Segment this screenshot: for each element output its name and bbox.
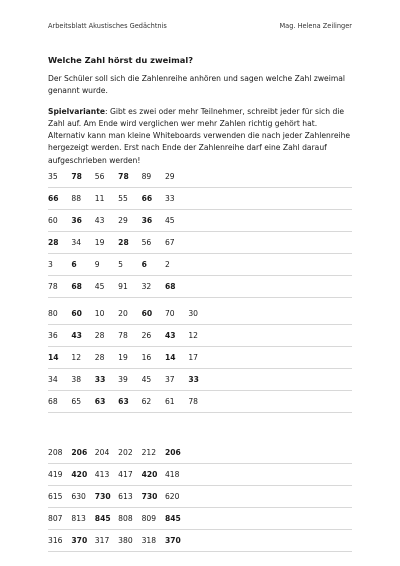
- header-right: Mag. Helena Zeilinger: [279, 22, 352, 30]
- number-cell: 19: [94, 238, 105, 247]
- number-row: [48, 347, 352, 369]
- number-cell: 70: [164, 309, 175, 318]
- number-cell: 380: [118, 536, 133, 545]
- number-block: [48, 442, 352, 552]
- number-cell: 91: [118, 282, 128, 291]
- worksheet-title: Welche Zahl hörst du zweimal?: [48, 55, 194, 65]
- number-cell: 33: [94, 375, 106, 384]
- number-cell: 12: [71, 353, 82, 362]
- number-cell: 370: [164, 536, 181, 545]
- number-cell: 14: [48, 353, 59, 362]
- number-cell: 66: [141, 194, 153, 203]
- number-cell: 43: [164, 331, 176, 340]
- number-cell: 730: [94, 492, 111, 501]
- number-cell: 9: [94, 260, 100, 269]
- number-row: [48, 464, 352, 486]
- number-row: [48, 276, 352, 298]
- number-row: [48, 188, 352, 210]
- number-cell: 43: [71, 331, 82, 340]
- number-cell: 68: [71, 282, 82, 291]
- number-cell: 418: [164, 470, 180, 479]
- number-cell: 28: [48, 238, 59, 247]
- number-cell: 28: [118, 238, 129, 247]
- number-cell: 55: [118, 194, 128, 203]
- number-row: [48, 210, 352, 232]
- number-cell: 33: [188, 375, 199, 384]
- number-cell: 35: [48, 172, 58, 181]
- number-cell: 78: [118, 172, 129, 181]
- number-cell: 45: [141, 375, 152, 384]
- number-cell: 10: [94, 309, 105, 318]
- number-cell: 212: [141, 448, 157, 457]
- intro-text: Der Schüler soll sich die Zahlenreihe anhören und sagen welche Zahl zweimal genannt wurde.: [48, 74, 345, 96]
- number-cell: 204: [94, 448, 110, 457]
- number-cell: 613: [118, 492, 133, 501]
- number-cell: 63: [94, 397, 106, 406]
- number-cell: 62: [141, 397, 152, 406]
- number-cell: 36: [141, 216, 153, 225]
- variant-body: : Gibt es zwei oder mehr Teilnehmer, schreibt jeder für sich die Zahl auf. Am Ende wird verglichen wer mehr Zahlen richtig gehört hat. Alternativ kann man kleine Whiteboards verwenden die nach jeder Zahlenreihe hergezeigt werden. Erst nach Ende der Zahlenreihe darf eine Zahl darauf aufgeschrieben werden!: [48, 106, 351, 165]
- number-cell: 60: [141, 309, 153, 318]
- number-cell: 88: [71, 194, 82, 203]
- number-cell: 845: [94, 514, 111, 523]
- variant-text: [48, 106, 352, 167]
- number-cell: 56: [141, 238, 152, 247]
- number-cell: 202: [118, 448, 133, 457]
- number-cell: 32: [141, 282, 152, 291]
- number-block: [48, 166, 352, 298]
- number-cell: 29: [118, 216, 128, 225]
- number-cell: 419: [48, 470, 63, 479]
- number-cell: 34: [48, 375, 58, 384]
- number-cell: 318: [141, 536, 157, 545]
- number-cell: 38: [71, 375, 82, 384]
- number-cell: 420: [141, 470, 158, 479]
- number-cell: 60: [71, 309, 82, 318]
- number-cell: 43: [94, 216, 105, 225]
- number-cell: 730: [141, 492, 158, 501]
- number-cell: 36: [48, 331, 58, 340]
- number-cell: 630: [71, 492, 86, 501]
- number-cell: 60: [48, 216, 58, 225]
- number-cell: 620: [164, 492, 180, 501]
- number-row: [48, 530, 352, 552]
- number-cell: 65: [71, 397, 82, 406]
- number-cell: 36: [71, 216, 82, 225]
- variant-label: Spielvariante: [48, 106, 105, 116]
- number-row: [48, 254, 352, 276]
- number-cell: 16: [141, 353, 152, 362]
- number-cell: 206: [71, 448, 88, 457]
- number-cell: 39: [118, 375, 128, 384]
- page-header: [48, 22, 352, 30]
- number-cell: 34: [71, 238, 82, 247]
- number-cell: 33: [164, 194, 175, 203]
- number-block: [48, 303, 352, 413]
- number-cell: 29: [164, 172, 175, 181]
- number-cell: 6: [71, 260, 77, 269]
- number-cell: 809: [141, 514, 157, 523]
- number-cell: 2: [164, 260, 170, 269]
- number-cell: 206: [164, 448, 181, 457]
- number-cell: 28: [94, 331, 105, 340]
- number-cell: 68: [48, 397, 58, 406]
- number-cell: 78: [118, 331, 128, 340]
- number-cell: 208: [48, 448, 63, 457]
- number-row: [48, 442, 352, 464]
- number-row: [48, 166, 352, 188]
- number-cell: 30: [188, 309, 199, 318]
- number-row: [48, 232, 352, 254]
- number-cell: 68: [164, 282, 176, 291]
- number-cell: 317: [94, 536, 110, 545]
- number-cell: 845: [164, 514, 181, 523]
- number-cell: 56: [94, 172, 105, 181]
- number-cell: 80: [48, 309, 58, 318]
- number-cell: 14: [164, 353, 176, 362]
- number-cell: 417: [118, 470, 133, 479]
- number-cell: 615: [48, 492, 63, 501]
- number-cell: 11: [94, 194, 105, 203]
- number-cell: 61: [164, 397, 175, 406]
- number-cell: 20: [118, 309, 128, 318]
- number-cell: 19: [118, 353, 128, 362]
- header-left: Arbeitsblatt Akustisches Gedächtnis: [48, 22, 167, 30]
- number-cell: 78: [188, 397, 199, 406]
- number-cell: 67: [164, 238, 175, 247]
- number-cell: 807: [48, 514, 63, 523]
- number-cell: 12: [188, 331, 199, 340]
- number-cell: 808: [118, 514, 133, 523]
- number-row: [48, 325, 352, 347]
- number-cell: 63: [118, 397, 129, 406]
- number-row: [48, 303, 352, 325]
- number-cell: 17: [188, 353, 199, 362]
- number-cell: 78: [71, 172, 82, 181]
- number-row: [48, 391, 352, 413]
- number-cell: 45: [94, 282, 105, 291]
- number-cell: 28: [94, 353, 105, 362]
- number-cell: 66: [48, 194, 59, 203]
- number-cell: 78: [48, 282, 58, 291]
- number-cell: 26: [141, 331, 152, 340]
- number-cell: 413: [94, 470, 110, 479]
- number-row: [48, 486, 352, 508]
- number-cell: 370: [71, 536, 88, 545]
- number-cell: 813: [71, 514, 86, 523]
- number-row: [48, 369, 352, 391]
- number-cell: 89: [141, 172, 152, 181]
- number-cell: 420: [71, 470, 88, 479]
- number-cell: 6: [141, 260, 147, 269]
- number-cell: 37: [164, 375, 175, 384]
- number-row: [48, 508, 352, 530]
- number-cell: 45: [164, 216, 175, 225]
- number-cell: 3: [48, 260, 53, 269]
- number-cell: 316: [48, 536, 63, 545]
- number-cell: 5: [118, 260, 124, 269]
